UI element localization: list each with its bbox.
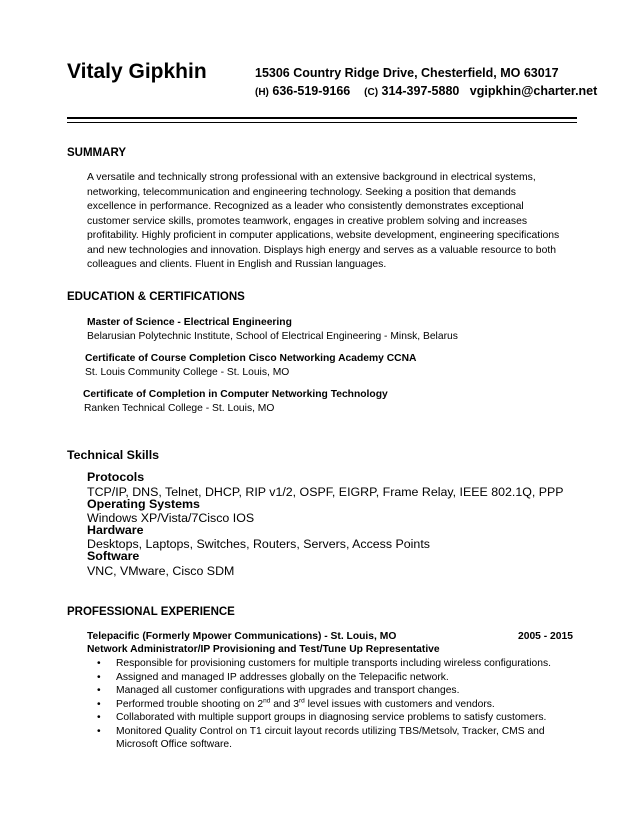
bullet-text: and 3 [270,698,299,710]
bullet-text: Performed trouble shooting on 2 [116,698,264,710]
summary-heading: SUMMARY [67,147,126,159]
header-divider-thin [67,122,577,123]
skill-group-value: VNC, VMware, Cisco SDM [87,564,235,578]
job-title: Network Administrator/IP Provisioning and Test/Tune Up Representative [87,644,440,655]
ordinal-suffix: rd [298,697,305,705]
summary-line: networking, telecommunication and engineering technology. Seeking a position that demands [87,186,516,198]
employment-dates: 2005 - 2015 [518,631,573,642]
skills-heading: Technical Skills [67,448,160,462]
list-item-continuation: Microsoft Office software. [116,739,232,750]
certificate-institution: St. Louis Community College - St. Louis, MO [85,367,290,378]
skill-group-label: Operating Systems [87,497,200,511]
list-item: • Monitored Quality Control on T1 circuit layout records utilizing TBS/Metsolv, Tracker, CMS and [87,725,551,739]
candidate-name: Vitaly Gipkhin [67,60,207,83]
skill-group-label: Protocols [87,470,145,484]
bullet-text: level issues with customers and vendors. [304,698,495,710]
degree-title: Master of Science - Electrical Engineering [87,317,292,328]
list-item: • Assigned and managed IP addresses globally on the Telepacific network. [87,671,551,685]
home-phone: 636-519-9166 [272,84,351,98]
company-line: Telepacific (Formerly Mpower Communications) - St. Louis, MO [87,631,397,642]
skill-group-value: Desktops, Laptops, Switches, Routers, Servers, Access Points [87,537,430,551]
ordinal-suffix: nd [263,697,271,705]
cell-phone-tag: (C) [364,87,379,98]
summary-text [87,171,577,273]
address: 15306 Country Ridge Drive, Chesterfield, MO 63017 [255,66,559,80]
summary-line: colleagues and clients. Fluent in English and Russian languages. [87,259,387,270]
certificate-title: Certificate of Completion in Computer Networking Technology [83,389,388,400]
list-item: • Managed all customer configurations with upgrades and transport changes. [87,684,551,698]
summary-line: excellence in performance. Recognized as a leader who consistently demonstrates exceptional [87,201,524,212]
summary-line: profitability. Highly proficient in computer applications, website development, engineering specifications [87,230,560,241]
experience-heading: PROFESSIONAL EXPERIENCE [67,606,235,618]
responsibilities-list [87,657,551,752]
skill-group-value: TCP/IP, DNS, Telnet, DHCP, RIP v1/2, OSPF, EIGRP, Frame Relay, IEEE 802.1Q, PPP [87,485,564,499]
summary-line: and new technologies and innovation. Displays high energy and serves as a valuable resource to both [87,244,557,256]
list-item: • Responsible for provisioning customers for multiple transports including wireless configurations. [87,657,551,671]
home-phone-tag: (H) [255,87,269,98]
contact-line [255,84,597,98]
header-divider-thick [67,117,577,119]
cell-phone: 314-397-5880 [381,84,460,98]
list-item: • Collaborated with multiple support groups in diagnosing service problems to satisfy customers. [87,711,551,725]
certificate-institution: Ranken Technical College - St. Louis, MO [84,403,275,414]
education-heading: EDUCATION & CERTIFICATIONS [67,291,245,303]
skill-group-value: Windows XP/Vista/7Cisco IOS [87,511,255,525]
skill-group-label: Hardware [87,523,144,537]
email: vgipkhin@charter.net [469,84,598,98]
list-item [87,698,551,712]
certificate-title: Certificate of Course Completion Cisco Networking Academy CCNA [85,353,417,364]
summary-line: A versatile and technically strong professional with an extensive background in electrical systems, [87,172,536,183]
skill-group-label: Software [87,549,140,563]
degree-institution: Belarusian Polytechnic Institute, School of Electrical Engineering - Minsk, Belarus [87,331,458,342]
summary-line: customer service skills, promotes teamwork, engages in creative problem solving and increases [87,215,528,227]
